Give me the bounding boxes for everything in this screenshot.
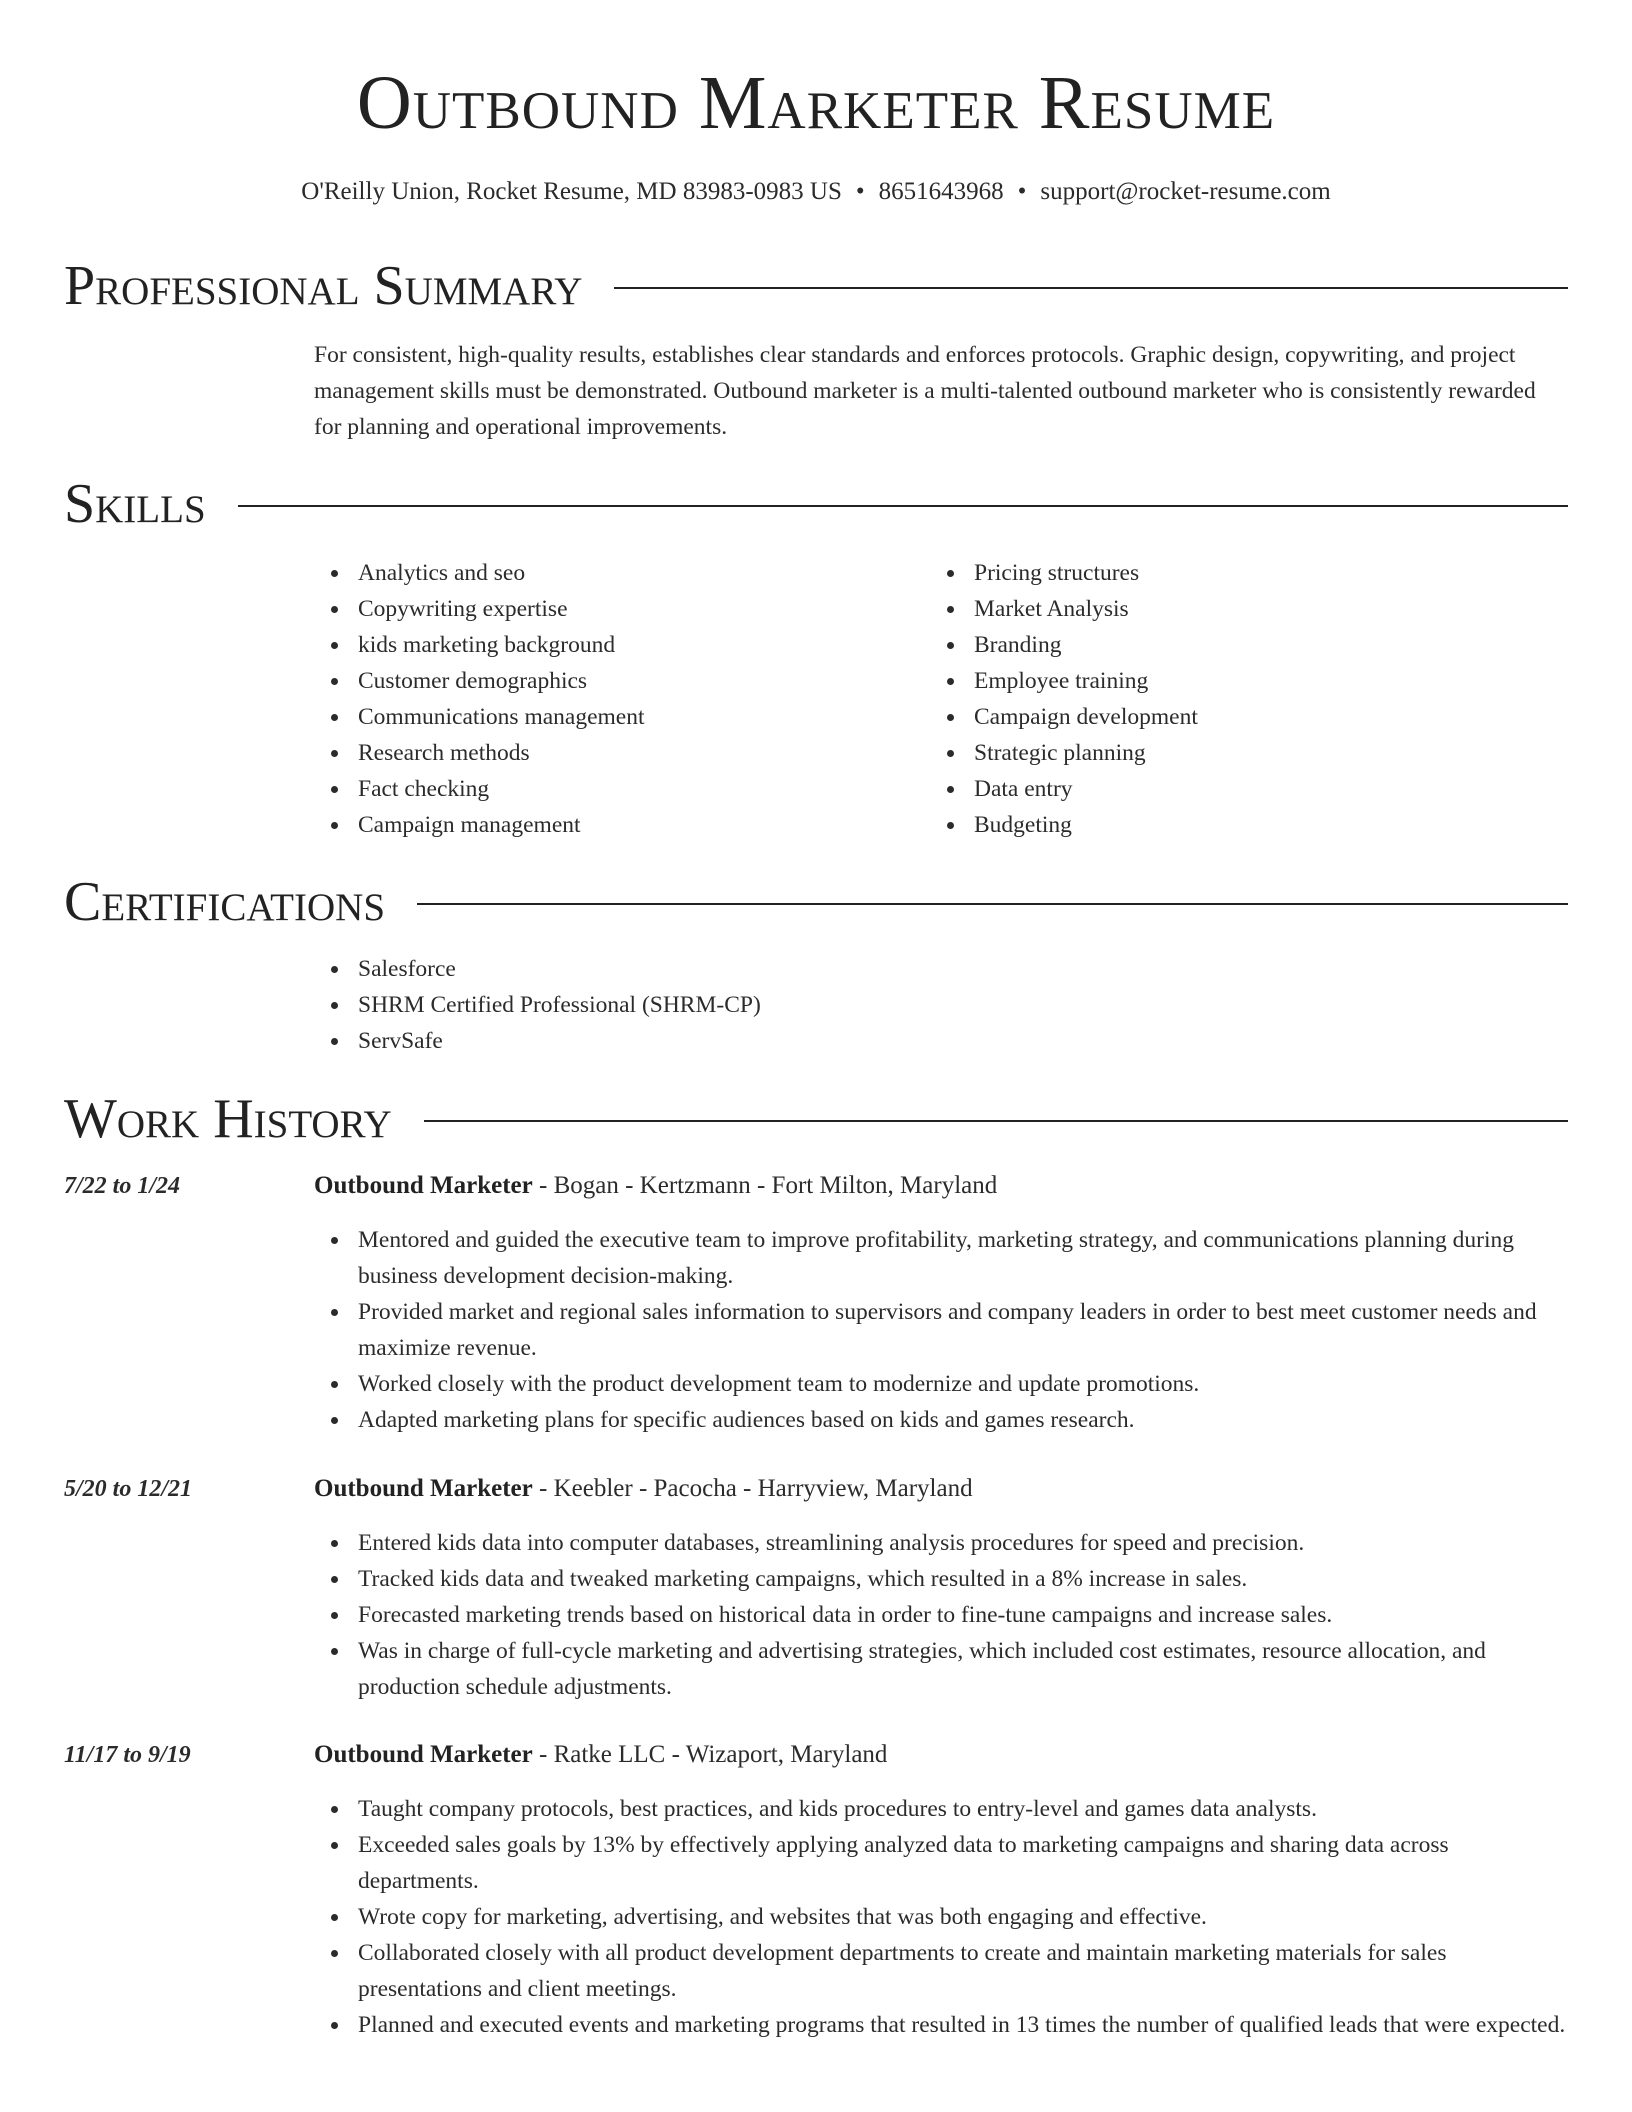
skill-item: Branding <box>974 627 1546 663</box>
job-dates: 7/22 to 1/24 <box>64 1173 181 1199</box>
job-employer: - Ratke LLC - Wizaport, Maryland <box>532 1741 888 1768</box>
job-employer: - Keebler - Pacocha - Harryview, Maryland <box>532 1475 973 1502</box>
job-bullet: Adapted marketing plans for specific audiences based on kids and games research. <box>358 1402 1568 1438</box>
job-bullet: Mentored and guided the executive team to improve profitability, marketing strategy, and communications planning during business development decision-making. <box>358 1222 1568 1294</box>
section-header-summary <box>64 254 1568 318</box>
contact-line <box>0 176 1632 208</box>
skill-item: Campaign development <box>974 699 1546 735</box>
section-divider <box>238 505 1568 507</box>
job-employer: - Bogan - Kertzmann - Fort Milton, Maryland <box>532 1172 998 1199</box>
section-header-skills <box>64 472 1568 536</box>
job-bullet: Tracked kids data and tweaked marketing campaigns, which resulted in a 8% increase in sales. <box>358 1561 1568 1597</box>
skill-item: Strategic planning <box>974 735 1546 771</box>
skill-item: Communications management <box>358 699 930 735</box>
certification-item: SHRM Certified Professional (SHRM-CP) <box>358 987 1568 1023</box>
skill-item: Campaign management <box>358 807 930 843</box>
job-bullet: Entered kids data into computer databases, streamlining analysis procedures for speed and precision. <box>358 1525 1568 1561</box>
skill-item: Analytics and seo <box>358 555 930 591</box>
skills-column-right <box>930 555 1546 843</box>
job-title: Outbound Marketer <box>314 1741 533 1768</box>
job-bullet: Collaborated closely with all product development departments to create and maintain marketing materials for sales presentations and client meetings. <box>358 1935 1568 2007</box>
job-bullet: Exceeded sales goals by 13% by effectively applying analyzed data to marketing campaigns and sharing data across departments. <box>358 1827 1568 1899</box>
job-bullet: Worked closely with the product development team to modernize and update promotions. <box>358 1366 1568 1402</box>
job-bullet: Forecasted marketing trends based on historical data in order to fine-tune campaigns and increase sales. <box>358 1597 1568 1633</box>
job-title: Outbound Marketer <box>314 1475 533 1502</box>
job-heading <box>314 1168 1568 1204</box>
contact-email[interactable]: support@rocket-resume.com <box>1040 178 1331 205</box>
section-title-skills: Skills <box>64 473 206 535</box>
section-header-work-history <box>64 1087 1568 1151</box>
skill-item: Market Analysis <box>974 591 1546 627</box>
certification-item: Salesforce <box>358 951 1568 987</box>
skill-item: Budgeting <box>974 807 1546 843</box>
skills-list <box>314 555 1568 843</box>
skill-item: Customer demographics <box>358 663 930 699</box>
job-bullets <box>314 1791 1568 2043</box>
job-heading <box>314 1737 1568 1773</box>
contact-phone: 8651643968 <box>878 178 1004 205</box>
job-bullet: Planned and executed events and marketing programs that resulted in 13 times the number of qualified leads that were expected. <box>358 2007 1568 2043</box>
contact-separator: • <box>855 178 865 205</box>
skills-column-left <box>314 555 930 843</box>
resume-title: Outbound Marketer Resume <box>356 61 1276 145</box>
section-title-work-history: Work History <box>64 1088 392 1150</box>
section-header-certifications <box>64 870 1568 934</box>
section-divider <box>424 1120 1568 1122</box>
job-bullets <box>314 1525 1568 1705</box>
contact-address: O'Reilly Union, Rocket Resume, MD 83983-0983 US <box>301 178 842 205</box>
job-bullet: Wrote copy for marketing, advertising, and websites that was both engaging and effective. <box>358 1899 1568 1935</box>
skill-item: Employee training <box>974 663 1546 699</box>
job-bullets <box>314 1222 1568 1438</box>
job-dates: 11/17 to 9/19 <box>64 1742 191 1768</box>
skill-item: Research methods <box>358 735 930 771</box>
job-bullet: Provided market and regional sales information to supervisors and company leaders in order to best meet customer needs and maximize revenue. <box>358 1294 1568 1366</box>
skill-item: Data entry <box>974 771 1546 807</box>
skill-item: kids marketing background <box>358 627 930 663</box>
job-bullet: Was in charge of full-cycle marketing and advertising strategies, which included cost estimates, resource allocation, and production schedule adjustments. <box>358 1633 1568 1705</box>
summary-text: For consistent, high-quality results, establishes clear standards and enforces protocols. Graphic design, copywriting, and project management skills must be demonstrated. Outbound marketer is a multi-talented outbound marketer who is consistently rewarded for planning and operational improvements. <box>314 342 1536 440</box>
job-title: Outbound Marketer <box>314 1172 533 1199</box>
section-divider <box>614 287 1568 289</box>
section-title-summary: Professional Summary <box>64 255 583 317</box>
certifications-list <box>314 951 1568 1059</box>
contact-separator: • <box>1017 178 1027 205</box>
skill-item: Fact checking <box>358 771 930 807</box>
job-dates: 5/20 to 12/21 <box>64 1476 193 1502</box>
section-divider <box>417 903 1568 905</box>
job-heading <box>314 1471 1568 1507</box>
section-title-certifications: Certifications <box>64 871 386 933</box>
certification-item: ServSafe <box>358 1023 1568 1059</box>
job-bullet: Taught company protocols, best practices, and kids procedures to entry-level and games data analysts. <box>358 1791 1568 1827</box>
skill-item: Pricing structures <box>974 555 1546 591</box>
skill-item: Copywriting expertise <box>358 591 930 627</box>
